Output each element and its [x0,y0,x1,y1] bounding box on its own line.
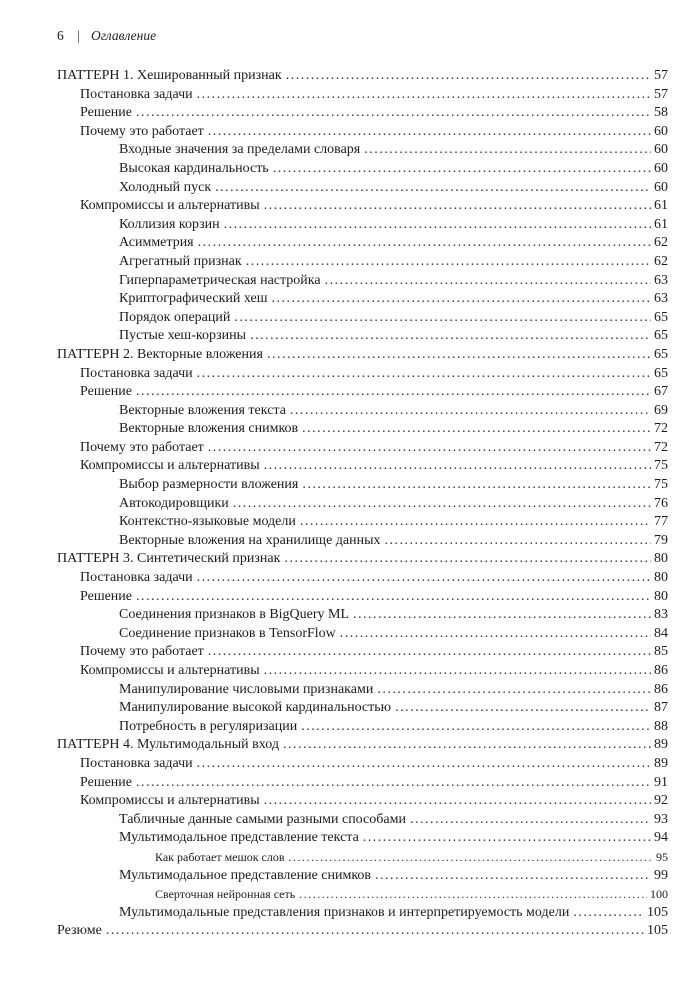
toc-entry-page: 61 [654,216,668,232]
toc-entry-page: 65 [654,365,668,381]
toc-entry-page: 86 [654,663,668,678]
toc-entry-title: Решение [80,588,133,604]
toc-row [57,532,668,551]
toc-row [57,476,668,495]
toc-row [57,922,668,941]
toc-row [57,197,668,216]
toc-entry-title: Векторные вложения на хранилище данных [119,532,381,548]
toc-entry-page: 94 [654,830,668,846]
dot-leader [395,699,651,718]
toc-entry-page: 60 [654,123,668,139]
toc-entry-page: 60 [654,142,668,158]
toc-entry-page: 85 [654,644,668,660]
toc-entry-page: 72 [654,439,668,455]
toc-row [57,86,668,105]
dot-leader [264,457,651,476]
toc-entry-page: 65 [654,309,668,325]
toc-entry-title: Почему это работает [80,439,204,455]
dot-leader [197,569,651,588]
toc-entry-page: 89 [654,755,668,771]
toc-row [57,104,668,123]
toc-entry-title: Решение [80,105,133,121]
toc-entry-page: 80 [654,551,668,567]
toc-row [57,439,668,458]
toc-row [57,625,668,644]
toc-row [57,662,668,681]
toc-row [57,420,668,439]
toc-entry-title: Компромиссы и альтернативы [80,793,260,809]
toc-entry-title: Решение [80,774,133,790]
toc-row [57,606,668,625]
dot-leader [208,123,651,142]
toc-row [57,346,668,365]
toc-row [57,643,668,662]
toc-entry-page: 84 [654,625,668,641]
toc-entry-title: Манипулирование числовыми признаками [119,681,374,697]
dot-leader [325,272,651,291]
toc-row [57,718,668,737]
toc-entry-page: 91 [654,774,668,790]
toc-row [57,774,668,793]
toc-entry-page: 67 [654,384,668,400]
dot-leader [136,383,651,402]
toc-entry-page: 77 [654,514,668,530]
toc-row [57,885,668,904]
toc-entry-title: Резюме [57,923,102,939]
toc-entry-title: Постановка задачи [80,755,193,771]
page-header [57,28,668,44]
toc-row [57,327,668,346]
dot-leader [290,402,651,421]
dot-leader [364,141,651,160]
toc-entry-page: 58 [654,105,668,121]
toc-row [57,290,668,309]
toc-entry-title: Почему это работает [80,123,204,139]
toc-entry-title: Мультимодальные представления признаков и интерпретируемость модели [119,904,570,920]
toc-entry-title: Соединение признаков в TensorFlow [119,625,336,641]
toc-entry-title: Асимметрия [119,235,194,251]
toc-entry-page: 92 [654,793,668,809]
toc-entry-page: 86 [654,681,668,697]
dot-leader [410,811,651,830]
toc-entry-page: 57 [654,86,668,102]
toc-entry-title: Контекстно-языковые модели [119,514,296,530]
dot-leader [250,327,651,346]
toc-entry-page: 87 [654,700,668,716]
toc-entry-title: Агрегатный признак [119,253,242,269]
toc-entry-title: Манипулирование высокой кардинальностью [119,700,392,716]
dot-leader [197,755,651,774]
toc-row [57,550,668,569]
dot-leader [264,792,651,811]
toc-entry-title: Постановка задачи [80,570,193,586]
toc-entry-title: Автокодировщики [119,495,229,511]
toc-entry-page: 88 [654,718,668,734]
toc-entry-page: 105 [647,923,668,939]
dot-leader [198,234,651,253]
dot-leader [197,365,651,384]
toc-row [57,309,668,328]
dot-leader [273,160,651,179]
toc-entry-title: Векторные вложения снимков [119,421,299,437]
toc-row [57,179,668,198]
toc-entry-page: 99 [654,867,668,883]
toc-row [57,253,668,272]
dot-leader [106,922,644,941]
toc-entry-title: Решение [80,384,133,400]
toc-entry-title: Мультимодальное представление снимков [119,867,372,883]
toc-row [57,736,668,755]
toc-entry-title: Компромиссы и альтернативы [80,663,260,678]
toc-entry-title: Компромиссы и альтернативы [80,198,260,214]
dot-leader [302,476,651,495]
page-title: Оглавление [90,28,157,43]
dot-leader [224,216,651,235]
dot-leader [208,439,651,458]
dot-leader [283,736,651,755]
dot-leader [267,346,651,365]
dot-leader [377,681,651,700]
header-page-number: 6 [57,28,65,43]
header-separator: | [77,28,80,43]
toc-entry-title: Выбор размерности вложения [119,477,299,493]
toc-entry-page: 63 [654,272,668,288]
toc-row [57,588,668,607]
dot-leader [363,829,651,848]
toc-row [57,67,668,86]
toc-row [57,160,668,179]
toc-entry-title: Постановка задачи [80,365,193,381]
toc-entry-title: Постановка задачи [80,86,193,102]
dot-leader [286,67,651,86]
dot-leader [573,904,644,923]
toc-row [57,383,668,402]
toc-entry-title: Компромиссы и альтернативы [80,458,260,474]
dot-leader [284,550,651,569]
toc-entry-page: 65 [654,328,668,344]
toc-entry-title: Соединения признаков в BigQuery ML [119,607,350,623]
toc-row [57,141,668,160]
toc-entry-title: Мультимодальное представление текста [119,830,359,846]
toc-row [57,495,668,514]
toc-entry-title: Табличные данные самыми разными способами [119,811,406,827]
toc-entry-page: 100 [650,887,668,902]
toc-entry-title: Высокая кардинальность [119,160,269,176]
toc-row [57,681,668,700]
dot-leader [300,513,651,532]
toc-entry-title: Гиперпараметрическая настройка [119,272,321,288]
dot-leader [301,718,651,737]
toc-entry-page: 83 [654,607,668,623]
toc-entry-page: 80 [654,570,668,586]
dot-leader [375,867,651,886]
toc-entry-page: 93 [654,811,668,827]
toc-row [57,365,668,384]
dot-leader [246,253,651,272]
toc-entry-title: Потребность в регуляризации [119,718,298,734]
dot-leader [340,625,651,644]
toc-entry-page: 75 [654,458,668,474]
toc-row [57,904,668,923]
toc-entry-title: Пустые хеш-корзины [119,328,247,344]
dot-leader [234,309,651,328]
toc-entry-page: 80 [654,588,668,604]
toc-entry-title: ПАТТЕРН 4. Мультимодальный вход [57,737,279,753]
dot-leader [353,606,651,625]
toc-entry-title: ПАТТЕРН 1. Хешированный признак [57,68,282,83]
toc-entry-page: 75 [654,477,668,493]
toc-entry-title: Как работает мешок слов [155,849,285,864]
toc-row [57,123,668,142]
dot-leader [299,885,647,904]
dot-leader [264,662,651,681]
toc-entry-page: 69 [654,402,668,418]
dot-leader [385,532,651,551]
toc-entry-title: Холодный пуск [119,179,212,195]
toc-entry-title: Порядок операций [119,309,231,325]
toc-entry-page: 76 [654,495,668,511]
toc-row [57,792,668,811]
toc-entry-page: 62 [654,235,668,251]
toc-row [57,829,668,848]
toc-entry-title: Входные значения за пределами словаря [119,142,361,158]
dot-leader [136,104,651,123]
toc-entry-page: 60 [654,160,668,176]
toc-entry-page: 105 [647,904,668,920]
toc-entry-title: Почему это работает [80,644,204,660]
dot-leader [136,774,651,793]
toc-entry-title: Векторные вложения текста [119,402,286,418]
dot-leader [264,197,651,216]
toc-row [57,699,668,718]
toc-row [57,867,668,886]
toc-entry-page: 62 [654,253,668,269]
dot-leader [302,420,651,439]
toc-row [57,569,668,588]
toc-entry-title: Криптографический хеш [119,291,268,307]
dot-leader [233,495,651,514]
toc-entry-title: ПАТТЕРН 3. Синтетический признак [57,551,281,567]
toc-entry-title: Коллизия корзин [119,216,220,232]
toc-entry-page: 65 [654,346,668,362]
dot-leader [272,290,651,309]
toc-entry-page: 72 [654,421,668,437]
toc-entry-page: 60 [654,179,668,195]
toc-row [57,811,668,830]
dot-leader [289,848,653,867]
toc-row [57,848,668,867]
toc-row [57,402,668,421]
toc-row [57,755,668,774]
dot-leader [208,643,651,662]
dot-leader [197,86,651,105]
toc-row [57,216,668,235]
toc-entry-title: ПАТТЕРН 2. Векторные вложения [57,346,263,362]
toc-entry-page: 57 [654,68,668,83]
toc-entry-page: 63 [654,291,668,307]
toc-entry-page: 95 [656,849,668,864]
toc-row [57,234,668,253]
dot-leader [215,179,651,198]
toc-row [57,513,668,532]
toc-list [57,67,668,941]
toc-entry-page: 61 [654,198,668,214]
toc-entry-page: 89 [654,737,668,753]
dot-leader [136,588,651,607]
toc-entry-page: 79 [654,532,668,548]
toc-entry-title: Сверточная нейронная сеть [155,887,296,902]
toc-row [57,272,668,291]
toc-row [57,457,668,476]
